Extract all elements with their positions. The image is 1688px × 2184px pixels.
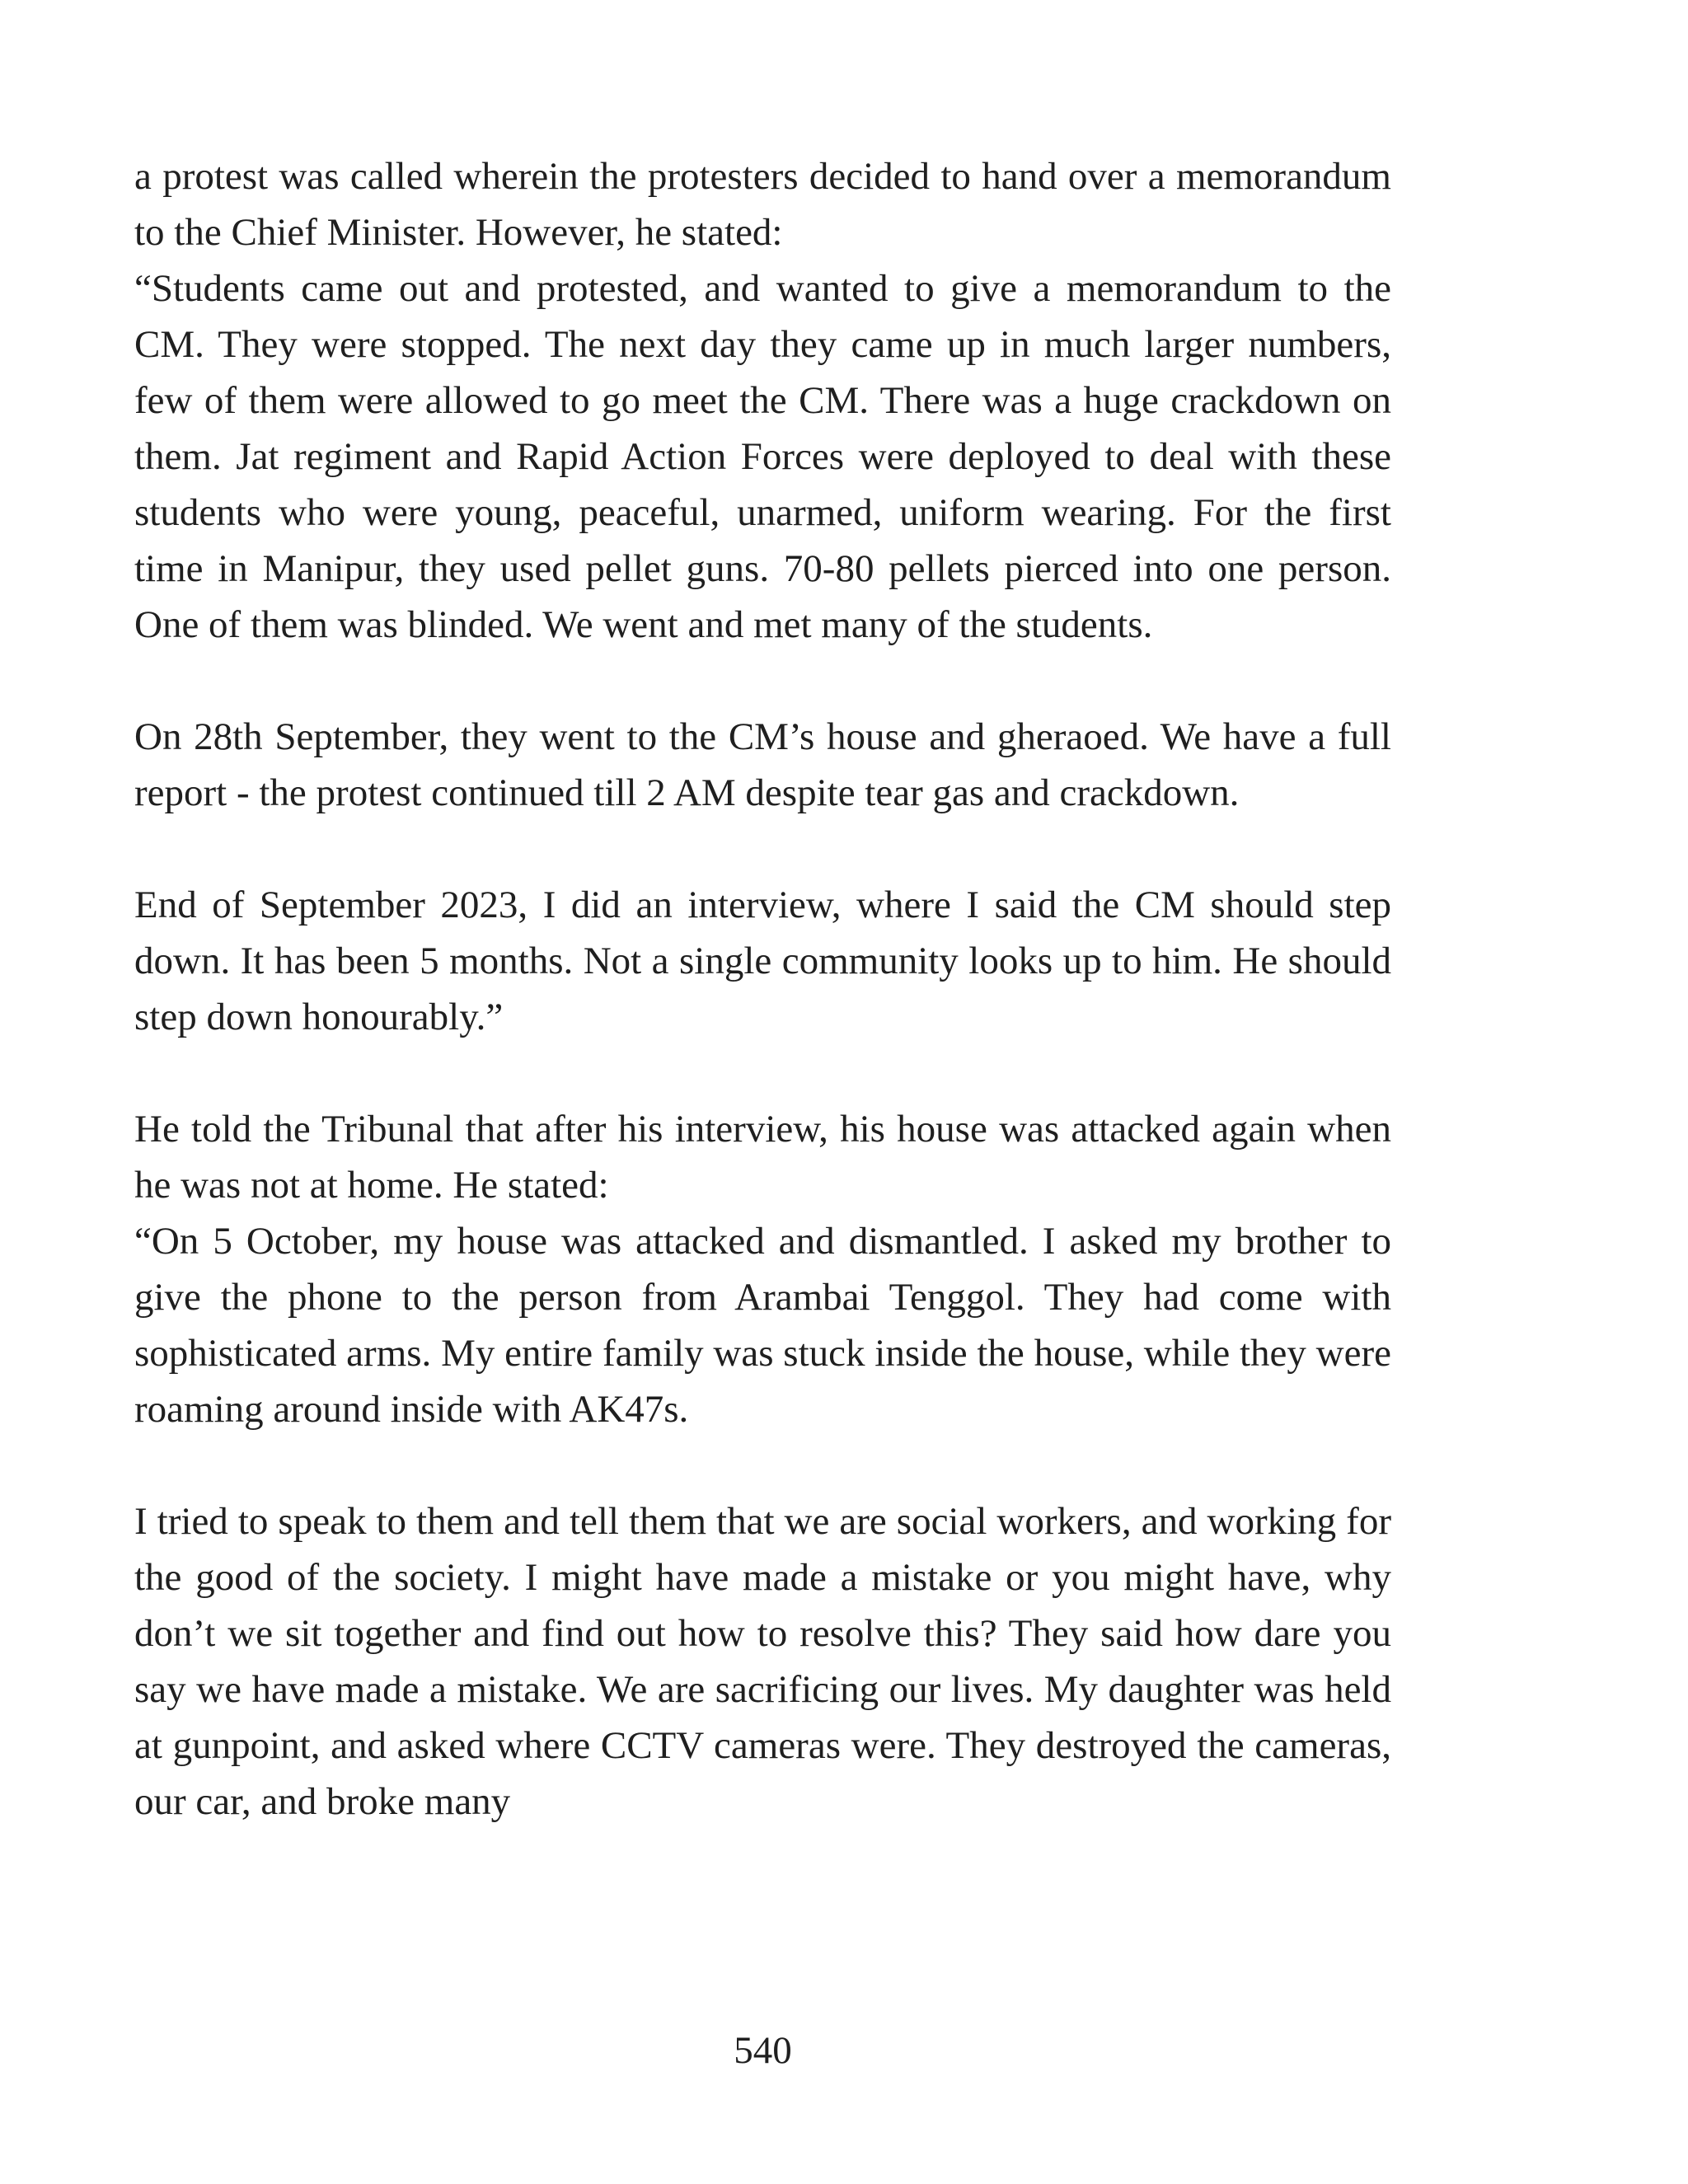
paragraph-6: “On 5 October, my house was attacked and dismantled. I asked my brother to give the phone to the person from Arambai Tenggol. They had come with sophisticated arms. My entire family was stuck inside the house, while they were roaming around inside with AK47s. <box>134 1220 1391 1431</box>
body-text <box>134 148 1391 1830</box>
paragraph-1: a protest was called wherein the protesters decided to hand over a memorandum to the Chief Minister. However, he stated: <box>134 155 1391 254</box>
paragraph-3: On 28th September, they went to the CM’s house and gheraoed. We have a full report - the protest continued till 2 AM despite tear gas and crackdown. <box>134 715 1391 814</box>
paragraph-4: End of September 2023, I did an interview, where I said the CM should step down. It has been 5 months. Not a single community looks up to him. He should step down honourably.” <box>134 883 1391 1038</box>
paragraph-5: He told the Tribunal that after his interview, his house was attacked again when he was not at home. He stated: <box>134 1108 1391 1207</box>
paragraph-2: “Students came out and protested, and wanted to give a memorandum to the CM. They were stopped. The next day they came up in much larger numbers, few of them were allowed to go meet the CM. There was a huge crackdown on them. Jat regiment and Rapid Action Forces were deployed to deal with these students who were young, peaceful, unarmed, uniform wearing. For the first time in Manipur, they used pellet guns. 70-80 pellets pierced into one person. One of them was blinded. We went and met many of the students. <box>134 267 1391 646</box>
paragraph-7: I tried to speak to them and tell them that we are social workers, and working for the good of the society. I might have made a mistake or you might have, why don’t we sit together and find out how to resolve this? They said how dare you say we have made a mistake. We are sacrificing our lives. My daughter was held at gunpoint, and asked where CCTV cameras were. They destroyed the cameras, our car, and broke many <box>134 1500 1391 1823</box>
page-number: 540 <box>734 2029 792 2072</box>
